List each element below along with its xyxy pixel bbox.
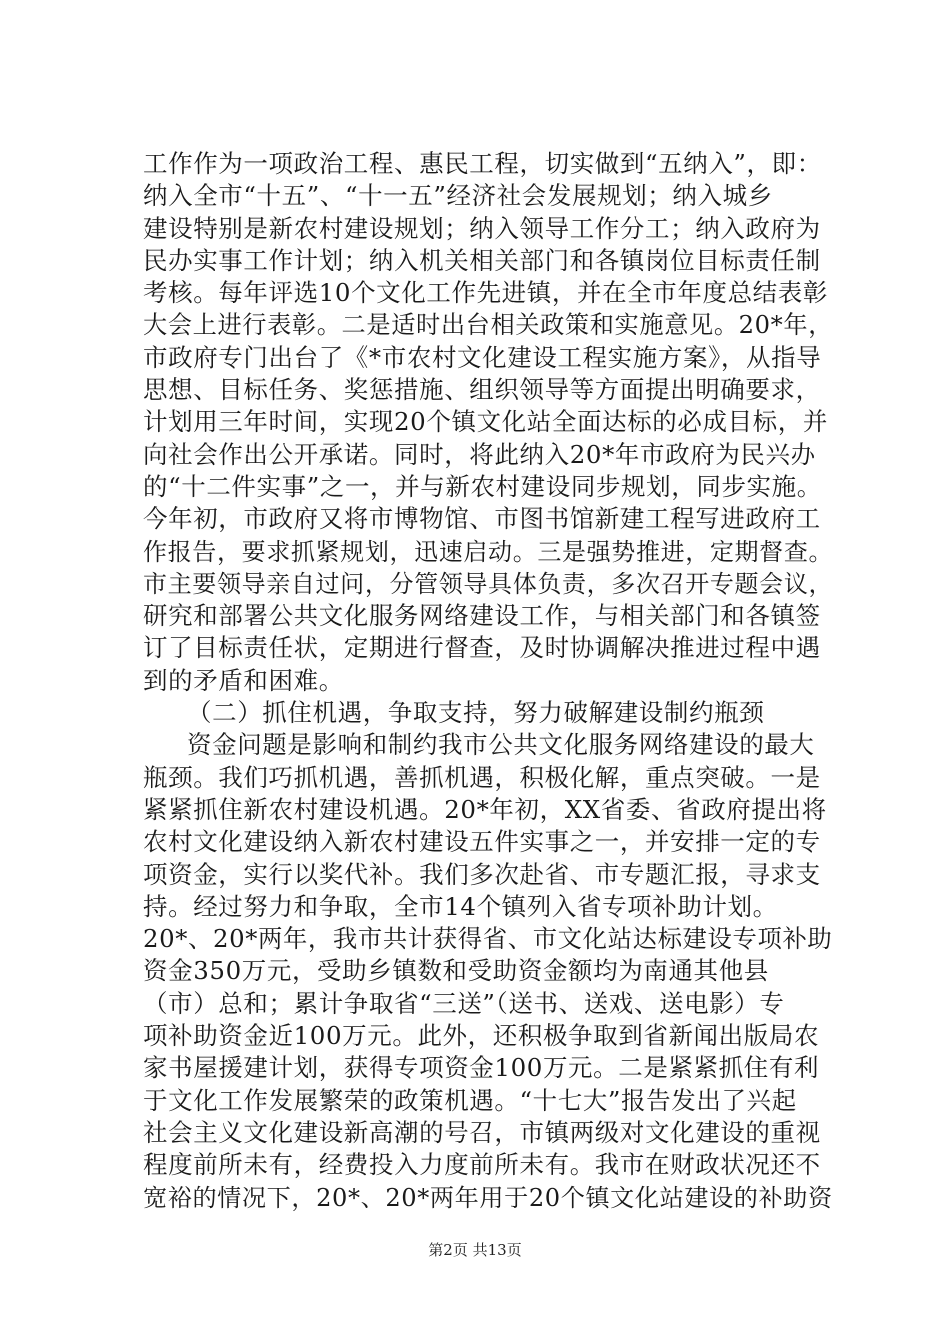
- text-line: 研究和部署公共文化服务网络建设工作，与相关部门和各镇签: [143, 601, 821, 631]
- page-number-footer: 第2页 共13页: [428, 1241, 522, 1259]
- section-heading: （二）抓住机遇，争取支持，努力破解建设制约瓶颈: [187, 698, 765, 728]
- text-line: 到的矛盾和困难。: [143, 665, 344, 695]
- text-line: 民办实事工作计划；纳入机关相关部门和各镇岗位目标责任制: [143, 245, 821, 275]
- text-line: 于文化工作发展繁荣的政策机遇。“十七大”报告发出了兴起: [143, 1085, 797, 1115]
- text-line: （市）总和；累计争取省“三送”（送书、送戏、送电影）专: [143, 988, 785, 1018]
- text-line: 紧紧抓住新农村建设机遇。20*年初，XX省委、省政府提出将: [143, 794, 827, 824]
- paragraph-first-line: 资金问题是影响和制约我市公共文化服务网络建设的最大: [187, 730, 815, 760]
- text-line: 工作作为一项政治工程、惠民工程，切实做到“五纳入”，即：: [143, 149, 822, 178]
- text-line: 订了目标责任状，定期进行督查，及时协调解决推进过程中遇: [143, 633, 821, 663]
- text-line: 社会主义文化建设新高潮的号召，市镇两级对文化建设的重视: [143, 1117, 821, 1147]
- text-line: 向社会作出公开承诺。同时，将此纳入20*年市政府为民兴办: [143, 439, 816, 469]
- text-line: 市政府专门出台了《*市农村文化建设工程实施方案》，从指导: [143, 342, 822, 372]
- text-line: 今年初，市政府又将市博物馆、市图书馆新建工程写进政府工: [143, 504, 821, 534]
- text-line: 持。经过努力和争取，全市14个镇列入省专项补助计划。: [143, 891, 778, 921]
- text-line: 纳入全市“十五”、“十一五”经济社会发展规划；纳入城乡: [143, 181, 773, 211]
- text-line: 农村文化建设纳入新农村建设五件实事之一，并安排一定的专: [143, 827, 821, 857]
- text-line: 项资金，实行以奖代补。我们多次赴省、市专题汇报，寻求支: [143, 859, 821, 889]
- text-line: 家书屋援建计划，获得专项资金100万元。二是紧紧抓住有利: [143, 1053, 820, 1083]
- text-line: 计划用三年时间，实现20个镇文化站全面达标的必成目标，并: [143, 407, 828, 437]
- text-line: 的“十二件实事”之一，并与新农村建设同步规划，同步实施。: [143, 471, 822, 501]
- text-line: 大会上进行表彰。二是适时出台相关政策和实施意见。20*年，: [143, 311, 834, 340]
- text-line: 瓶颈。我们巧抓机遇，善抓机遇，积极化解，重点突破。一是: [143, 762, 821, 792]
- text-line: 考核。每年评选10个文化工作先进镇，并在全市年度总结表彰: [143, 278, 828, 308]
- text-line: 建设特别是新农村建设规划；纳入领导工作分工；纳入政府为: [143, 213, 821, 243]
- text-line: 资金350万元，受助乡镇数和受助资金额均为南通其他县: [143, 956, 769, 986]
- text-line: 项补助资金近100万元。此外，还积极争取到省新闻出版局农: [143, 1021, 820, 1051]
- text-line: 宽裕的情况下，20*、20*两年用于20个镇文化站建设的补助资: [143, 1183, 833, 1212]
- text-line: 市主要领导亲自过问，分管领导具体负责，多次召开专题会议，: [143, 569, 834, 598]
- text-line: 程度前所未有，经费投入力度前所未有。我市在财政状况还不: [143, 1150, 821, 1180]
- text-line: 思想、目标任务、奖惩措施、组织领导等方面提出明确要求，: [143, 375, 821, 405]
- text-line: 20*、20*两年，我市共计获得省、市文化站达标建设专项补助: [143, 924, 833, 954]
- text-line: 作报告，要求抓紧规划，迅速启动。三是强势推进，定期督查。: [143, 537, 834, 566]
- body-text: [143, 148, 833, 1214]
